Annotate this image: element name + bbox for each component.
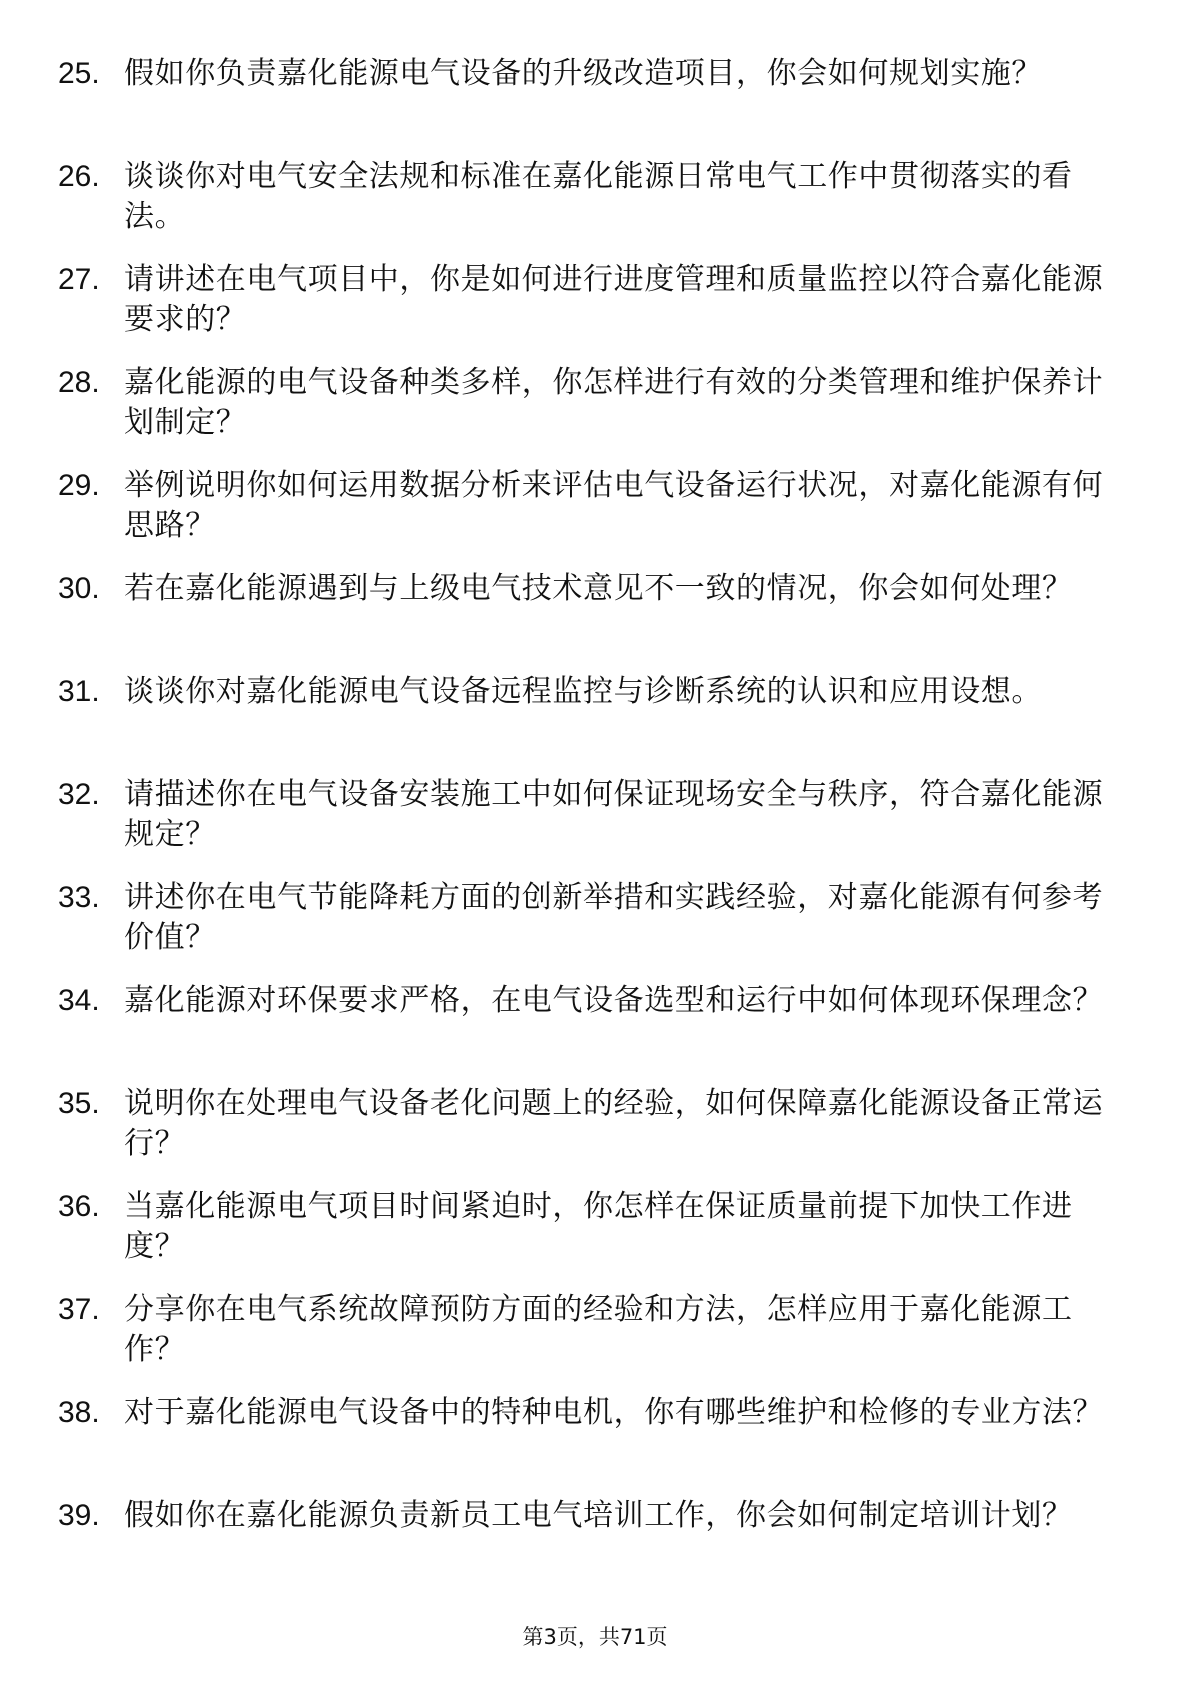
question-item — [58, 1187, 1108, 1290]
question-text: 假如你在嘉化能源负责新员工电气培训工作，你会如何制定培训计划？ — [124, 1498, 1073, 1533]
question-number: 32. — [58, 778, 100, 811]
question-item — [58, 1496, 1108, 1599]
question-list — [58, 54, 1108, 1599]
question-item — [58, 672, 1108, 775]
question-number: 29. — [58, 469, 100, 502]
question-text: 请描述你在电气设备安装施工中如何保证现场安全与秩序，符合嘉化能源规定？ — [124, 777, 1104, 852]
question-number: 38. — [58, 1396, 100, 1429]
question-text: 分享你在电气系统故障预防方面的经验和方法，怎样应用于嘉化能源工作？ — [124, 1292, 1073, 1367]
question-item — [58, 878, 1108, 981]
question-number: 30. — [58, 572, 100, 605]
question-text: 说明你在处理电气设备老化问题上的经验，如何保障嘉化能源设备正常运行？ — [124, 1086, 1104, 1161]
question-number: 37. — [58, 1293, 100, 1326]
question-item — [58, 54, 1108, 157]
question-text: 谈谈你对嘉化能源电气设备远程监控与诊断系统的认识和应用设想。 — [124, 674, 1042, 709]
question-number: 31. — [58, 675, 100, 708]
question-number: 25. — [58, 57, 100, 90]
question-item — [58, 157, 1108, 260]
question-number: 26. — [58, 160, 100, 193]
question-text: 当嘉化能源电气项目时间紧迫时，你怎样在保证质量前提下加快工作进度？ — [124, 1189, 1073, 1264]
question-item — [58, 569, 1108, 672]
question-text: 嘉化能源的电气设备种类多样，你怎样进行有效的分类管理和维护保养计划制定？ — [124, 365, 1104, 440]
question-number: 34. — [58, 984, 100, 1017]
question-number: 33. — [58, 881, 100, 914]
question-text: 对于嘉化能源电气设备中的特种电机，你有哪些维护和检修的专业方法？ — [124, 1395, 1104, 1430]
question-item — [58, 1084, 1108, 1187]
question-text: 假如你负责嘉化能源电气设备的升级改造项目，你会如何规划实施？ — [124, 56, 1042, 91]
question-item — [58, 466, 1108, 569]
question-item — [58, 363, 1108, 466]
question-number: 35. — [58, 1087, 100, 1120]
question-item — [58, 775, 1108, 878]
question-text: 讲述你在电气节能降耗方面的创新举措和实践经验，对嘉化能源有何参考价值？ — [124, 880, 1104, 955]
question-number: 27. — [58, 263, 100, 296]
question-item — [58, 260, 1108, 363]
question-number: 36. — [58, 1190, 100, 1223]
question-number: 39. — [58, 1499, 100, 1532]
page-footer — [0, 1621, 1190, 1651]
question-item — [58, 1393, 1108, 1496]
question-text: 若在嘉化能源遇到与上级电气技术意见不一致的情况，你会如何处理？ — [124, 571, 1073, 606]
question-text: 谈谈你对电气安全法规和标准在嘉化能源日常电气工作中贯彻落实的看法。 — [124, 159, 1073, 234]
question-number: 28. — [58, 366, 100, 399]
question-text: 举例说明你如何运用数据分析来评估电气设备运行状况，对嘉化能源有何思路？ — [124, 468, 1104, 543]
question-item — [58, 981, 1108, 1084]
question-text: 请讲述在电气项目中，你是如何进行进度管理和质量监控以符合嘉化能源要求的？ — [124, 262, 1104, 337]
page-number: 第3页，共71页 — [522, 1625, 668, 1649]
question-text: 嘉化能源对环保要求严格，在电气设备选型和运行中如何体现环保理念？ — [124, 983, 1104, 1018]
question-item — [58, 1290, 1108, 1393]
